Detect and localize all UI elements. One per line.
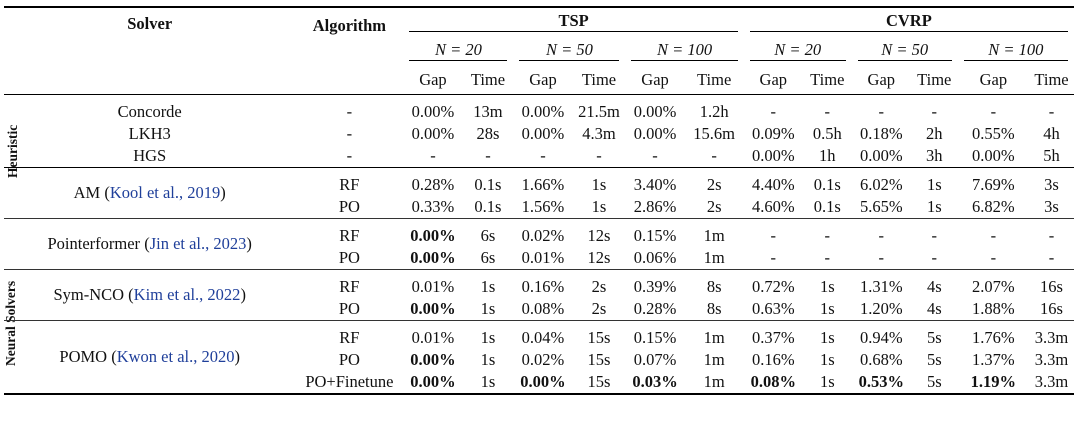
table-cell: 1m xyxy=(703,248,725,267)
header-cvrp: CVRP xyxy=(744,7,1074,34)
table-cell: - xyxy=(1048,248,1055,267)
header-time: Time xyxy=(1034,70,1069,89)
table-cell: - xyxy=(878,102,885,121)
header-time: Time xyxy=(917,70,952,89)
table-cell: - xyxy=(711,146,717,165)
header-size xyxy=(625,34,743,66)
table-cell: 5s xyxy=(926,328,942,347)
header-time: Time xyxy=(697,70,732,89)
algorithm-cell: PO xyxy=(338,350,360,369)
table-cell: 0.18% xyxy=(859,124,903,143)
table-cell: 3.40% xyxy=(633,175,677,194)
table-cell: - xyxy=(485,146,491,165)
table-cell: 3.3m xyxy=(1034,328,1069,347)
table-cell: 0.02% xyxy=(521,350,565,369)
header-gap: Gap xyxy=(419,70,447,89)
table-cell: - xyxy=(770,248,777,267)
table-row xyxy=(4,219,1074,248)
table-row xyxy=(4,168,1074,197)
algorithm-cell: RF xyxy=(339,226,360,245)
header-size-label: N = 100 xyxy=(964,40,1068,61)
algorithm-cell: PO xyxy=(338,248,360,267)
citation-link[interactable]: Kim et al., 2022 xyxy=(133,285,241,304)
table-cell: 0.15% xyxy=(633,328,677,347)
header-algorithm: Algorithm xyxy=(312,16,387,35)
table-cell: 0.00% xyxy=(410,226,456,245)
table-cell: 0.04% xyxy=(521,328,565,347)
table-cell: 1s xyxy=(480,328,496,347)
table-cell: 6.82% xyxy=(972,197,1015,216)
algorithm-cell: - xyxy=(346,102,353,121)
table-cell: 4.60% xyxy=(751,197,795,216)
table-cell: 0.28% xyxy=(633,299,677,318)
table-cell: 0.1s xyxy=(474,197,502,216)
table-cell: 15s xyxy=(587,328,611,347)
header-size-label: N = 20 xyxy=(409,40,507,61)
table-cell: 4.40% xyxy=(751,175,795,194)
table-cell: 0.63% xyxy=(751,299,795,318)
table-cell: 1s xyxy=(819,277,835,296)
table-cell: - xyxy=(824,102,831,121)
solver-label: POMO xyxy=(59,347,108,366)
table-cell: 5h xyxy=(1043,146,1060,165)
table-cell: - xyxy=(990,226,997,245)
solver-name: HGS xyxy=(133,146,167,165)
table-cell: 16s xyxy=(1040,299,1063,318)
table-cell: 1s xyxy=(819,299,835,318)
table-row xyxy=(4,95,1074,124)
table-cell: 1s xyxy=(926,197,942,216)
table-cell: 3h xyxy=(926,146,943,165)
table-cell: 0.00% xyxy=(859,146,903,165)
table-cell: 1.37% xyxy=(972,350,1015,369)
table-cell: - xyxy=(878,226,885,245)
table-cell: 0.1s xyxy=(813,175,841,194)
table-cell: 1m xyxy=(703,372,725,391)
table-cell: 0.00% xyxy=(633,124,677,143)
header-time: Time xyxy=(581,70,617,89)
table-cell: 1.2h xyxy=(699,102,729,121)
table-row xyxy=(4,123,1074,145)
table-cell: - xyxy=(824,248,831,267)
table-cell: 0.08% xyxy=(750,372,796,391)
table-cell: 0.00% xyxy=(410,248,456,267)
solver-label: Sym-NCO xyxy=(53,285,125,304)
table-cell: 0.00% xyxy=(521,124,565,143)
results-table xyxy=(4,6,1074,395)
solver-name: Pointerformer (Jin et al., 2023) xyxy=(47,234,252,253)
algorithm-cell: PO xyxy=(338,197,360,216)
table-cell: - xyxy=(770,226,777,245)
solver-label: AM xyxy=(73,183,101,202)
table-cell: 1s xyxy=(591,197,607,216)
header-time: Time xyxy=(810,70,845,89)
table-cell: 0.28% xyxy=(411,175,455,194)
table-cell: 0.33% xyxy=(411,197,455,216)
table-cell: 0.06% xyxy=(633,248,677,267)
table-cell: 0.1s xyxy=(813,197,841,216)
table-cell: 1.66% xyxy=(521,175,565,194)
header-size xyxy=(958,34,1074,66)
table-cell: 7.69% xyxy=(972,175,1015,194)
table-cell: 1.31% xyxy=(859,277,903,296)
table-cell: 1h xyxy=(819,146,836,165)
table-cell: 1.56% xyxy=(521,197,565,216)
table-cell: - xyxy=(824,226,831,245)
table-cell: 21.5m xyxy=(578,102,620,121)
table-cell: - xyxy=(1048,226,1055,245)
solver-name: POMO (Kwon et al., 2020) xyxy=(59,347,240,366)
table-cell: 1s xyxy=(819,350,835,369)
solver-name: Concorde xyxy=(117,102,182,121)
table-cell: 8s xyxy=(706,299,722,318)
header-tsp: TSP xyxy=(403,7,743,34)
table-cell: 3s xyxy=(1044,197,1059,216)
header-size xyxy=(513,34,625,66)
table-cell: - xyxy=(596,146,602,165)
table-cell: 16s xyxy=(1040,277,1063,296)
header-size-label: N = 100 xyxy=(631,40,737,61)
table-cell: - xyxy=(652,146,658,165)
table-cell: - xyxy=(878,248,885,267)
table-cell: 0.00% xyxy=(751,146,795,165)
table-row xyxy=(4,145,1074,168)
table-cell: 0.07% xyxy=(633,350,677,369)
solver-name: Sym-NCO (Kim et al., 2022) xyxy=(53,285,246,304)
header-size-label: N = 50 xyxy=(858,40,952,61)
table-cell: 0.39% xyxy=(633,277,677,296)
algorithm-cell: - xyxy=(346,146,353,165)
table-cell: 0.1s xyxy=(474,175,502,194)
table-cell: 0.15% xyxy=(633,226,677,245)
table-cell: 1.20% xyxy=(859,299,903,318)
table-cell: 5s xyxy=(926,372,942,391)
table-cell: 1m xyxy=(703,226,725,245)
table-cell: 4s xyxy=(926,299,942,318)
table-cell: 0.37% xyxy=(751,328,795,347)
table-cell: 2s xyxy=(706,197,722,216)
table-cell: 6s xyxy=(480,226,496,245)
table-cell: 1m xyxy=(703,328,725,347)
table-cell: 0.01% xyxy=(521,248,565,267)
header-size-label: N = 50 xyxy=(519,40,619,61)
table-cell: 0.00% xyxy=(972,146,1015,165)
table-cell: 1s xyxy=(480,277,496,296)
table-cell: 5s xyxy=(926,350,942,369)
table-cell: 0.00% xyxy=(410,299,456,318)
algorithm-cell: RF xyxy=(339,277,360,296)
citation-link[interactable]: Kwon et al., 2020 xyxy=(116,347,235,366)
table-cell: 0.94% xyxy=(859,328,903,347)
header-size-label: N = 20 xyxy=(750,40,846,61)
table-cell: - xyxy=(540,146,546,165)
table-cell: - xyxy=(931,248,938,267)
table-cell: 13m xyxy=(473,102,503,121)
header-time: Time xyxy=(470,70,506,89)
table-cell: 0.01% xyxy=(411,277,455,296)
table-cell: 0.68% xyxy=(859,350,903,369)
table-cell: 0.02% xyxy=(521,226,565,245)
table-cell: 0.01% xyxy=(411,328,455,347)
table-cell: 1.19% xyxy=(970,372,1017,391)
table-cell: 0.00% xyxy=(410,372,456,391)
header-gap: Gap xyxy=(759,70,788,89)
header-gap: Gap xyxy=(641,70,669,89)
table-cell: 0.03% xyxy=(632,372,678,391)
table-cell: - xyxy=(430,146,436,165)
table-cell: - xyxy=(1048,102,1055,121)
table-cell: 0.5h xyxy=(812,124,842,143)
table-cell: 1s xyxy=(819,372,835,391)
table-cell: - xyxy=(931,226,938,245)
table-cell: 0.00% xyxy=(411,124,455,143)
table-cell: 1s xyxy=(480,372,496,391)
table-cell: 0.72% xyxy=(751,277,795,296)
citation-link[interactable]: Kool et al., 2019 xyxy=(109,183,221,202)
table-cell: - xyxy=(990,248,997,267)
table-cell: - xyxy=(990,102,997,121)
table-row xyxy=(4,321,1074,350)
table-cell: 28s xyxy=(476,124,500,143)
table-cell: 3.3m xyxy=(1034,350,1069,369)
table-cell: 2.07% xyxy=(972,277,1015,296)
solver-name: AM (Kool et al., 2019) xyxy=(73,183,226,202)
table-cell: 5.65% xyxy=(859,197,903,216)
table-cell: 12s xyxy=(587,248,611,267)
table-cell: 12s xyxy=(587,226,611,245)
table-cell: 1s xyxy=(480,299,496,318)
table-cell: 0.16% xyxy=(751,350,795,369)
table-cell: 1.76% xyxy=(972,328,1015,347)
table-cell: 0.00% xyxy=(521,102,565,121)
algorithm-cell: PO+Finetune xyxy=(305,372,394,391)
table-cell: 4s xyxy=(926,277,942,296)
table-cell: 0.16% xyxy=(521,277,565,296)
table-cell: 0.53% xyxy=(858,372,904,391)
table-cell: 1.88% xyxy=(972,299,1015,318)
table-cell: 4.3m xyxy=(582,124,616,143)
solver-name: LKH3 xyxy=(128,124,171,143)
header-gap: Gap xyxy=(867,70,896,89)
table-cell: 1s xyxy=(591,175,607,194)
table-cell: 3.3m xyxy=(1034,372,1069,391)
table-cell: 1s xyxy=(926,175,942,194)
algorithm-cell: RF xyxy=(339,328,360,347)
table-cell: - xyxy=(770,102,777,121)
algorithm-cell: PO xyxy=(338,299,360,318)
table-cell: 0.00% xyxy=(410,350,456,369)
table-cell: 6s xyxy=(480,248,496,267)
group-label-heuristic: Heuristic xyxy=(5,124,20,178)
table-cell: 2s xyxy=(706,175,722,194)
header-size xyxy=(852,34,958,66)
algorithm-cell: RF xyxy=(339,175,360,194)
header-gap: Gap xyxy=(979,70,1008,89)
header-size xyxy=(744,34,852,66)
table-cell: 0.00% xyxy=(633,102,677,121)
table-cell: 8s xyxy=(706,277,722,296)
table-cell: 0.00% xyxy=(411,102,455,121)
header-solver: Solver xyxy=(127,14,173,33)
table-cell: 2.86% xyxy=(633,197,677,216)
table-cell: 0.55% xyxy=(972,124,1015,143)
table-cell: 1s xyxy=(819,328,835,347)
table-cell: 2h xyxy=(926,124,943,143)
table-cell: 15s xyxy=(587,372,611,391)
table-cell: 2s xyxy=(591,277,607,296)
table-cell: 15s xyxy=(587,350,611,369)
table-cell: 1s xyxy=(480,350,496,369)
table-cell: 0.09% xyxy=(751,124,795,143)
header-size xyxy=(403,34,513,66)
table-cell: 6.02% xyxy=(859,175,903,194)
algorithm-cell: - xyxy=(346,124,353,143)
table-cell: 1m xyxy=(703,350,725,369)
group-label-neural: Neural Solvers xyxy=(3,280,18,366)
table-cell: 15.6m xyxy=(693,124,736,143)
table-row xyxy=(4,270,1074,299)
table-cell: - xyxy=(931,102,938,121)
header-gap: Gap xyxy=(529,70,557,89)
table-cell: 0.00% xyxy=(520,372,566,391)
solver-label: Pointerformer xyxy=(47,234,141,253)
table-cell: 4h xyxy=(1043,124,1060,143)
citation-link[interactable]: Jin et al., 2023 xyxy=(149,234,247,253)
table-cell: 0.08% xyxy=(521,299,565,318)
table-cell: 3s xyxy=(1044,175,1059,194)
table-cell: 2s xyxy=(591,299,607,318)
